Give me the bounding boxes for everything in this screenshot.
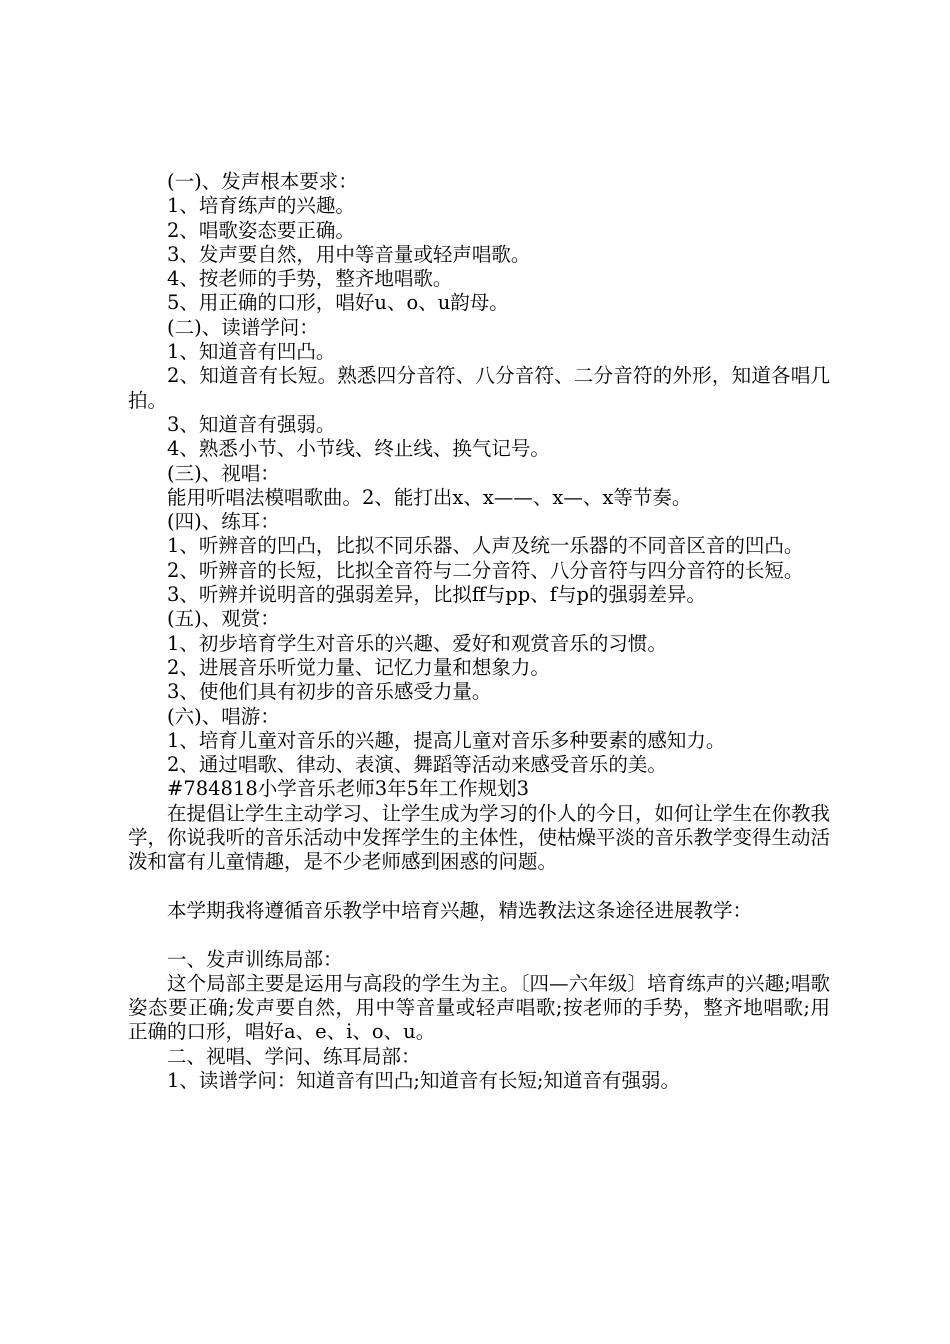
paragraph: (五)、观赏： bbox=[167, 607, 280, 631]
paragraph: #784818小学音乐老师3年5年工作规划3 bbox=[167, 777, 529, 801]
paragraph: 1、初步培育学生对音乐的兴趣、爱好和观赏音乐的习惯。 bbox=[167, 631, 667, 655]
paragraph: (六)、唱游： bbox=[167, 704, 280, 728]
paragraph: 1、听辨音的凹凸，比拟不同乐器、人声及统一乐器的不同音区音的凹凸。 bbox=[167, 534, 804, 558]
paragraph: (二)、读谱学问： bbox=[167, 315, 319, 339]
paragraph: 1、读谱学问：知道音有凹凸;知道音有长短;知道音有强弱。 bbox=[167, 1068, 681, 1092]
paragraph: 2、进展音乐听觉力量、记忆力量和想象力。 bbox=[167, 655, 550, 679]
blank-line bbox=[128, 875, 830, 899]
paragraph: 2、听辨音的长短，比拟全音符与二分音符、八分音符与四分音符的长短。 bbox=[167, 558, 804, 582]
document-body bbox=[128, 170, 830, 1093]
paragraph: 2、唱歌姿态要正确。 bbox=[167, 218, 355, 242]
paragraph: 一、发声训练局部： bbox=[167, 947, 343, 971]
blank-line bbox=[128, 923, 830, 947]
paragraph: (一)、发声根本要求： bbox=[167, 170, 358, 193]
paragraph: (三)、视唱： bbox=[167, 461, 280, 485]
paragraph: 3、听辨并说明音的强弱差异，比拟ff与pp、f与p的强弱差异。 bbox=[167, 583, 706, 607]
paragraph: 4、熟悉小节、小节线、终止线、换气记号。 bbox=[167, 437, 550, 461]
paragraph: 2、通过唱歌、律动、表演、舞蹈等活动来感受音乐的美。 bbox=[167, 753, 667, 777]
paragraph: 1、知道音有凹凸。 bbox=[167, 340, 336, 364]
paragraph: 3、知道音有强弱。 bbox=[167, 412, 336, 436]
paragraph: 1、培育儿童对音乐的兴趣，提高儿童对音乐多种要素的感知力。 bbox=[167, 728, 726, 752]
paragraph: 二、视唱、学问、练耳局部： bbox=[167, 1044, 421, 1068]
paragraph: 3、发声要自然，用中等音量或轻声唱歌。 bbox=[167, 242, 531, 266]
paragraph: 5、用正确的口形，唱好u、o、u韵母。 bbox=[167, 291, 509, 315]
paragraph: 4、按老师的手势，整齐地唱歌。 bbox=[167, 267, 453, 291]
paragraph: 本学期我将遵循音乐教学中培育兴趣，精选教法这条途径进展教学： bbox=[167, 898, 753, 922]
paragraph: 这个局部主要是运用与高段的学生为主。〔四—六年级〕培育练声的兴趣;唱歌姿态要正确;发声要自然，用中等音量或轻声唱歌;按老师的手势，整齐地唱歌;用正确的口形，唱好a、e、i、o、u。 bbox=[128, 971, 830, 1044]
paragraph: 2、知道音有长短。熟悉四分音符、八分音符、二分音符的外形，知道各唱几拍。 bbox=[128, 364, 830, 412]
paragraph: 在提倡让学生主动学习、让学生成为学习的仆人的今日，如何让学生在你教我学，你说我听的音乐活动中发挥学生的主体性，使枯燥平淡的音乐教学变得生动活泼和富有儿童情趣，是不少老师感到困惑的问题。 bbox=[128, 801, 831, 874]
paragraph: 能用听唱法模唱歌曲。2、能打出x、x——、x—、x等节奏。 bbox=[167, 485, 692, 509]
paragraph: 3、使他们具有初步的音乐感受力量。 bbox=[167, 680, 492, 704]
paragraph: (四)、练耳： bbox=[167, 510, 280, 534]
paragraph: 1、培育练声的兴趣。 bbox=[167, 194, 355, 218]
